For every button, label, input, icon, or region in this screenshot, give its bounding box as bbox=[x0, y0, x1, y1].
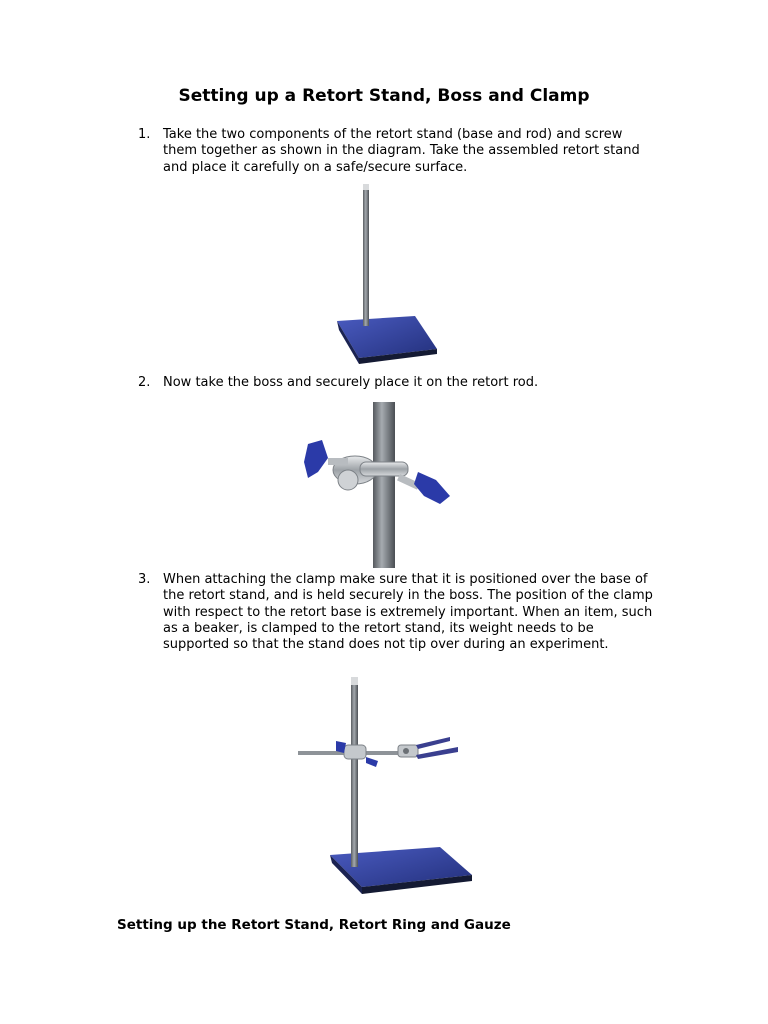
rod-cap bbox=[351, 677, 358, 685]
section-heading: Setting up the Retort Stand, Retort Ring and Gauze bbox=[117, 917, 511, 933]
step-number: 2. bbox=[138, 375, 151, 390]
boss-screw-left bbox=[328, 458, 348, 465]
right-knob bbox=[414, 472, 450, 504]
retort-rod bbox=[373, 402, 395, 568]
boss-on-rod-image bbox=[300, 400, 460, 570]
step-number: 1. bbox=[138, 127, 151, 142]
retort-stand-image bbox=[325, 184, 445, 370]
step-3 bbox=[138, 572, 658, 653]
left-knob bbox=[304, 440, 328, 478]
step-1 bbox=[138, 127, 658, 176]
step-2 bbox=[138, 375, 658, 391]
clamp-jaw-upper bbox=[416, 737, 450, 749]
stand-with-clamp-image bbox=[290, 675, 480, 900]
step-text: Take the two components of the retort stand (base and rod) and screw them together as shown in the diagram. Take the assembled retort stand and place it carefully on a safe/secure surface. bbox=[163, 127, 640, 175]
clamp-jaw-lower bbox=[416, 747, 458, 759]
boss-knob-bottom bbox=[366, 757, 378, 767]
step-text: Now take the boss and securely place it on the retort rod. bbox=[163, 375, 539, 390]
clamp-screw bbox=[403, 748, 409, 754]
stand-rod bbox=[351, 681, 358, 867]
step-text: When attaching the clamp make sure that it is positioned over the base of the retort stand, and is held securely in the boss. The position of the clamp with respect to the retort base is extremely important. When an item, such as a beaker, is clamped to the retort stand, its weight needs to be supported so that the stand does not tip over during an experiment. bbox=[163, 572, 653, 653]
boss-head bbox=[344, 745, 366, 759]
boss-clamp-ring bbox=[360, 462, 408, 476]
step-number: 3. bbox=[138, 572, 151, 587]
boss-jaw bbox=[338, 470, 358, 490]
page-title: Setting up a Retort Stand, Boss and Clamp bbox=[178, 86, 590, 106]
rod-cap bbox=[363, 184, 369, 190]
stand-rod bbox=[363, 186, 369, 326]
